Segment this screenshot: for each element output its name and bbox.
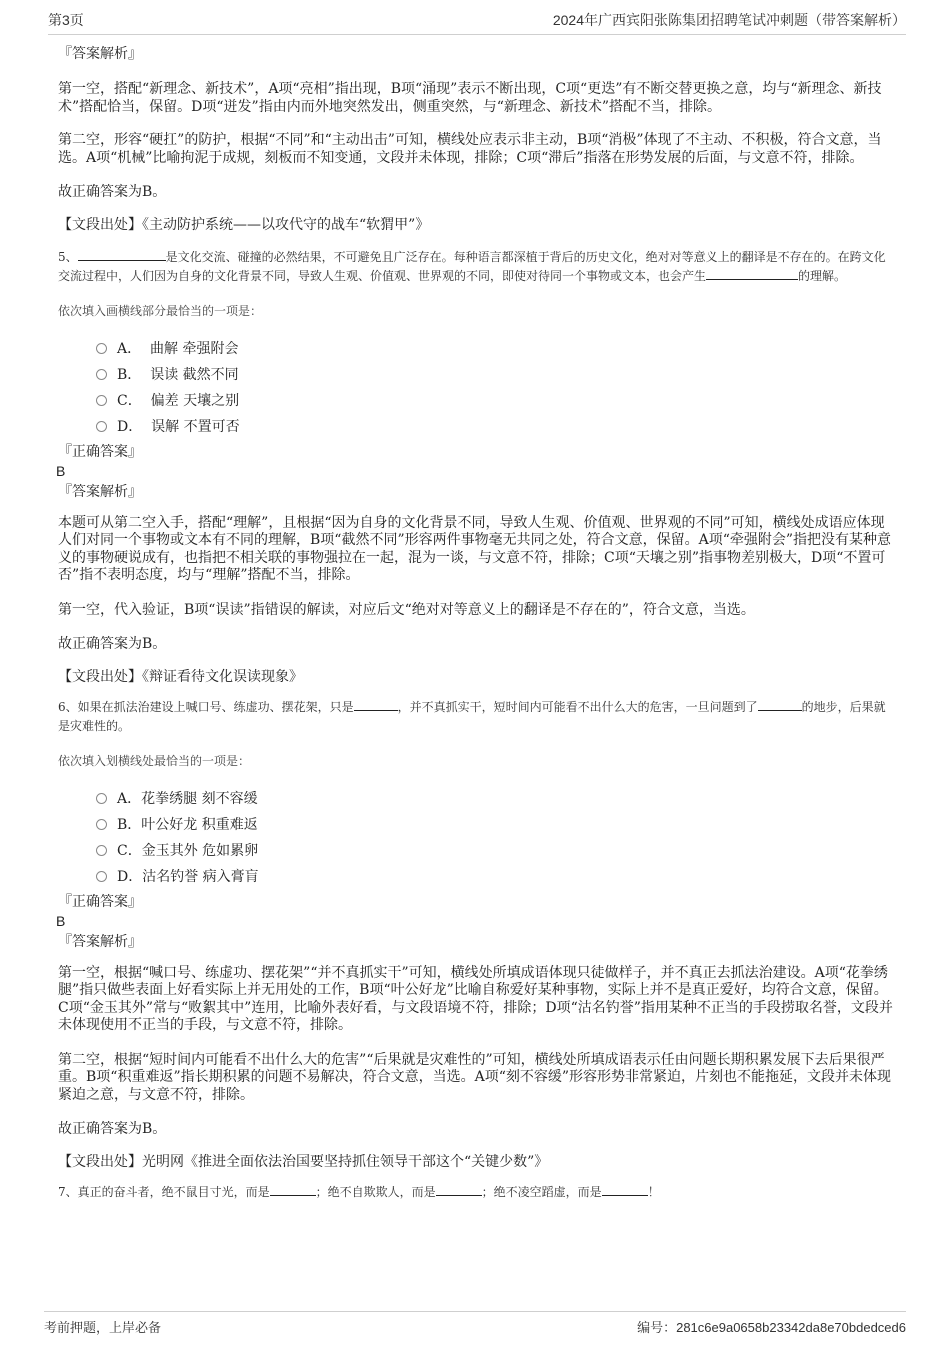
option-letter: B．	[117, 366, 142, 383]
document-title: 2024年广西宾阳张陈集团招聘笔试冲刺题（带答案解析）	[552, 12, 906, 28]
question-text: 真正的奋斗者，绝不鼠目寸光，而是	[77, 1184, 270, 1199]
analysis-paragraph: 第二空，形容“硬扛”的防护，根据“不同”和“主动出击”可知，横线处应表示非主动，B项“消极”体现了不主动、不积极，符合文意，当选。A项“机械”比喻拘泥于成规，刻板而不知变通，文段并未体现，排除；C项“滞后”指落在形势发展的后面，与文意不符，排除。	[58, 132, 882, 166]
question-6	[58, 698, 896, 736]
radio-icon[interactable]	[96, 343, 107, 354]
correct-answer: B	[56, 462, 66, 479]
answer-blank	[758, 698, 802, 711]
question-number: 6、	[58, 699, 78, 714]
option-text: 曲解 牵强附会	[150, 340, 239, 357]
option-text: 金玉其外 危如累卵	[141, 842, 259, 859]
option-letter: A．	[117, 790, 142, 807]
conclusion: 故正确答案为B。	[58, 1121, 167, 1137]
source-citation: 【文段出处】光明网《推进全面依法治国要坚持抓住领导干部这个“关键少数”》	[58, 1153, 549, 1170]
option-letter: D．	[117, 868, 143, 885]
question-number: 7、	[58, 1184, 78, 1199]
option-d[interactable]	[96, 864, 896, 890]
option-text: 误解 不置可否	[151, 418, 240, 435]
answer-blank	[602, 1183, 648, 1196]
answer-blank	[436, 1183, 482, 1196]
question-text: 的理解。	[798, 268, 847, 283]
analysis-paragraph: 本题可从第二空入手，搭配“理解”，且根据“因为自身的文化背景不同，导致人生观、价值观、世界观的不同”可知，横线处成语应体现人们对同一个事物或文本有不同的理解，B项“截然不同”形容两件事物毫无共同之处，符合文意，保留。A项“牵强附会”指把没有某种意义的事物硬说成有，也指把不相关联的事物强拉在一起，混为一谈，与文意不符，排除；C项“天壤之别”指事物差别极大，D项“不置可否”指不表明态度，均与“理解”搭配不当，排除。	[58, 514, 892, 583]
question-text: 的地步，后果就是灾难性的。	[58, 699, 886, 733]
option-letter: B．	[117, 816, 142, 833]
correct-answer: B	[56, 912, 66, 929]
analysis-paragraph: 第一空，根据“喊口号、练虚功、摆花架”“并不真抓实干”可知，横线处所填成语体现只徒做样子，并不真正去抓法治建设。A项“花拳绣腿”指只做些表面上好看实际上并无用处的工作，B项“叶公好龙”比喻自称爱好某种事物，实际上并不是真正爱好，均符合文意，保留。C项“金玉其外”常与“败絮其中”连用，比喻外表好看，与文段语境不符，排除；D项“沽名钓誉”指用某种不正当的手段捞取名誉，文段并未体现使用不正当的手段，与文意不符，排除。	[58, 964, 893, 1033]
option-text: 花拳绣腿 刻不容缓	[141, 790, 258, 807]
answer-blank	[354, 698, 398, 711]
page-content	[58, 44, 896, 1202]
option-letter: D．	[117, 418, 143, 435]
radio-icon[interactable]	[96, 421, 107, 432]
analysis-paragraph: 第一空，搭配“新理念、新技术”，A项“亮相”指出现，B项“涌现”表示不断出现，C项“更迭”有不断交替更换之意，均与“新理念、新技术”搭配恰当，保留。D项“迸发”指由内而外地突然发出，侧重突然，与“新理念、新技术”搭配不当，排除。	[58, 81, 882, 115]
source-citation: 【文段出处】《主动防护系统——以攻代守的战车“软猬甲”》	[58, 216, 430, 233]
question-text: 如果在抓法治建设上喊口号、练虚功、摆花架，只是	[77, 699, 354, 714]
analysis-paragraph: 第二空，根据“短时间内可能看不出什么大的危害”“后果就是灾难性的”可知，横线处所填成语表示任由问题长期积累发展下去后果很严重。B项“积重难返”指长期积累的问题不易解决，符合文意，当选。A项“刻不容缓”形容形势非常紧迫，片刻也不能拖延，文段并未体现紧迫之意，与文意不符，排除。	[58, 1051, 892, 1103]
option-b[interactable]	[96, 812, 896, 838]
document-id: 编号：281c6e9a0658b23342da8e70bdedced6	[637, 1320, 906, 1335]
source-citation: 【文段出处】《辩证看待文化误读现象》	[58, 668, 303, 685]
question-text: ；绝不凌空蹈虚，而是	[481, 1184, 602, 1199]
answer-blank	[270, 1183, 316, 1196]
answer-blank	[706, 267, 798, 280]
page-footer	[44, 1311, 906, 1336]
radio-icon[interactable]	[96, 395, 107, 406]
option-a[interactable]	[96, 336, 896, 362]
option-c[interactable]	[96, 388, 896, 414]
option-d[interactable]	[96, 414, 896, 440]
option-list	[96, 336, 896, 440]
analysis-paragraph: 第一空，代入验证，B项“误读”指错误的解读，对应后文“绝对对等意义上的翻译是不存在的”，符合文意，当选。	[58, 601, 755, 618]
option-letter: A．	[117, 340, 142, 357]
page-number: 第3页	[48, 12, 84, 28]
option-text: 叶公好龙 积重难返	[141, 816, 258, 833]
question-text: ，并不真抓实干，短时间内可能看不出什么大的危害，一旦问题到了	[397, 699, 758, 714]
option-text: 偏差 天壤之别	[150, 392, 240, 409]
question-number: 5、	[58, 249, 78, 264]
answer-label: 『正确答案』	[58, 893, 142, 910]
option-letter: C．	[117, 842, 142, 859]
conclusion: 故正确答案为B。	[58, 184, 167, 200]
analysis-label: 『答案解析』	[58, 46, 142, 62]
question-prompt: 依次填入画横线部分最恰当的一项是：	[58, 303, 263, 318]
page-header	[48, 10, 906, 35]
question-text: 是文化交流、碰撞的必然结果，不可避免且广泛存在。每种语言都深植于背后的历史文化，绝对对等意义上的翻译是不存在的。在跨文化交流过程中，人们因为自身的文化背景不同，导致人生观、价值观、世界观的不同，即使对待同一个事物或文本，也会产生	[58, 249, 886, 283]
option-text: 沽名钓誉 病入膏肓	[142, 868, 259, 885]
question-prompt: 依次填入划横线处最恰当的一项是：	[58, 753, 251, 768]
question-7	[58, 1183, 896, 1202]
radio-icon[interactable]	[96, 369, 107, 380]
analysis-label: 『答案解析』	[58, 483, 142, 500]
analysis-label: 『答案解析』	[58, 933, 142, 950]
question-text: ；绝不自欺欺人，而是	[315, 1184, 436, 1199]
option-letter: C．	[117, 392, 142, 409]
option-list	[96, 786, 896, 890]
question-text: ！	[647, 1184, 660, 1199]
option-text: 误读 截然不同	[150, 366, 239, 383]
radio-icon[interactable]	[96, 819, 107, 830]
radio-icon[interactable]	[96, 871, 107, 882]
answer-label: 『正确答案』	[58, 443, 142, 460]
option-b[interactable]	[96, 362, 896, 388]
answer-blank	[78, 248, 166, 261]
question-5	[58, 248, 896, 286]
footer-slogan: 考前押题，上岸必备	[44, 1320, 162, 1335]
option-c[interactable]	[96, 838, 896, 864]
radio-icon[interactable]	[96, 845, 107, 856]
radio-icon[interactable]	[96, 793, 107, 804]
conclusion: 故正确答案为B。	[58, 636, 167, 652]
option-a[interactable]	[96, 786, 896, 812]
